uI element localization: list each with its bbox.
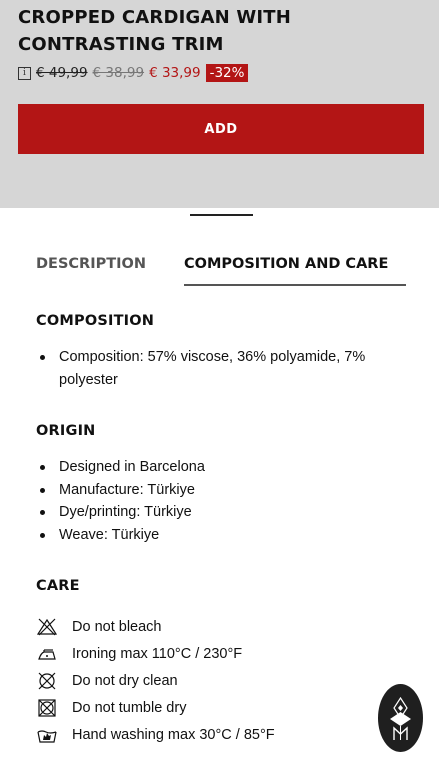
product-title: CROPPED CARDIGAN WITH CONTRASTING TRIM	[18, 7, 292, 55]
tab-description[interactable]: DESCRIPTION	[36, 256, 146, 272]
care-label: Do not dry clean	[72, 672, 178, 689]
list-item: Composition: 57% viscose, 36% polyamide, 7% polyester	[36, 346, 386, 391]
list-item: Designed in Barcelona	[36, 456, 386, 479]
chat-widget-button[interactable]	[378, 684, 423, 752]
origin-heading: ORIGIN	[36, 423, 96, 439]
add-to-cart-button[interactable]: ADD	[18, 104, 424, 154]
care-heading: CARE	[36, 578, 80, 594]
product-summary-panel	[0, 0, 439, 208]
care-item	[36, 613, 356, 640]
care-label: Do not tumble dry	[72, 699, 187, 716]
care-item	[36, 721, 356, 748]
composition-list	[36, 346, 386, 391]
info-tabs	[36, 252, 439, 286]
care-item	[36, 694, 356, 721]
price-row	[18, 63, 248, 83]
list-item: Manufacture: Türkiye	[36, 479, 386, 502]
origin-list	[36, 456, 386, 546]
original-price: € 49,99	[36, 65, 88, 81]
care-item	[36, 640, 356, 667]
no-bleach-icon	[36, 617, 58, 637]
care-label: Ironing max 110°C / 230°F	[72, 645, 243, 662]
info-icon[interactable]: i	[18, 67, 31, 80]
no-dry-clean-icon	[36, 671, 58, 691]
drag-handle[interactable]	[190, 214, 253, 216]
previous-price: € 38,99	[92, 65, 145, 81]
chat-logo-icon	[378, 684, 423, 752]
care-label: Do not bleach	[72, 618, 162, 635]
current-price: € 33,99	[149, 65, 201, 81]
iron-icon	[36, 644, 58, 664]
hand-wash-icon	[36, 725, 58, 745]
care-label: Hand washing max 30°C / 85°F	[72, 726, 275, 743]
composition-heading: COMPOSITION	[36, 313, 155, 329]
list-item: Dye/printing: Türkiye	[36, 501, 386, 524]
list-item: Weave: Türkiye	[36, 524, 386, 547]
care-list	[36, 613, 356, 748]
discount-badge: -32%	[206, 64, 249, 82]
tab-composition-and-care[interactable]: COMPOSITION AND CARE	[184, 252, 406, 286]
no-tumble-dry-icon	[36, 698, 58, 718]
care-item	[36, 667, 356, 694]
